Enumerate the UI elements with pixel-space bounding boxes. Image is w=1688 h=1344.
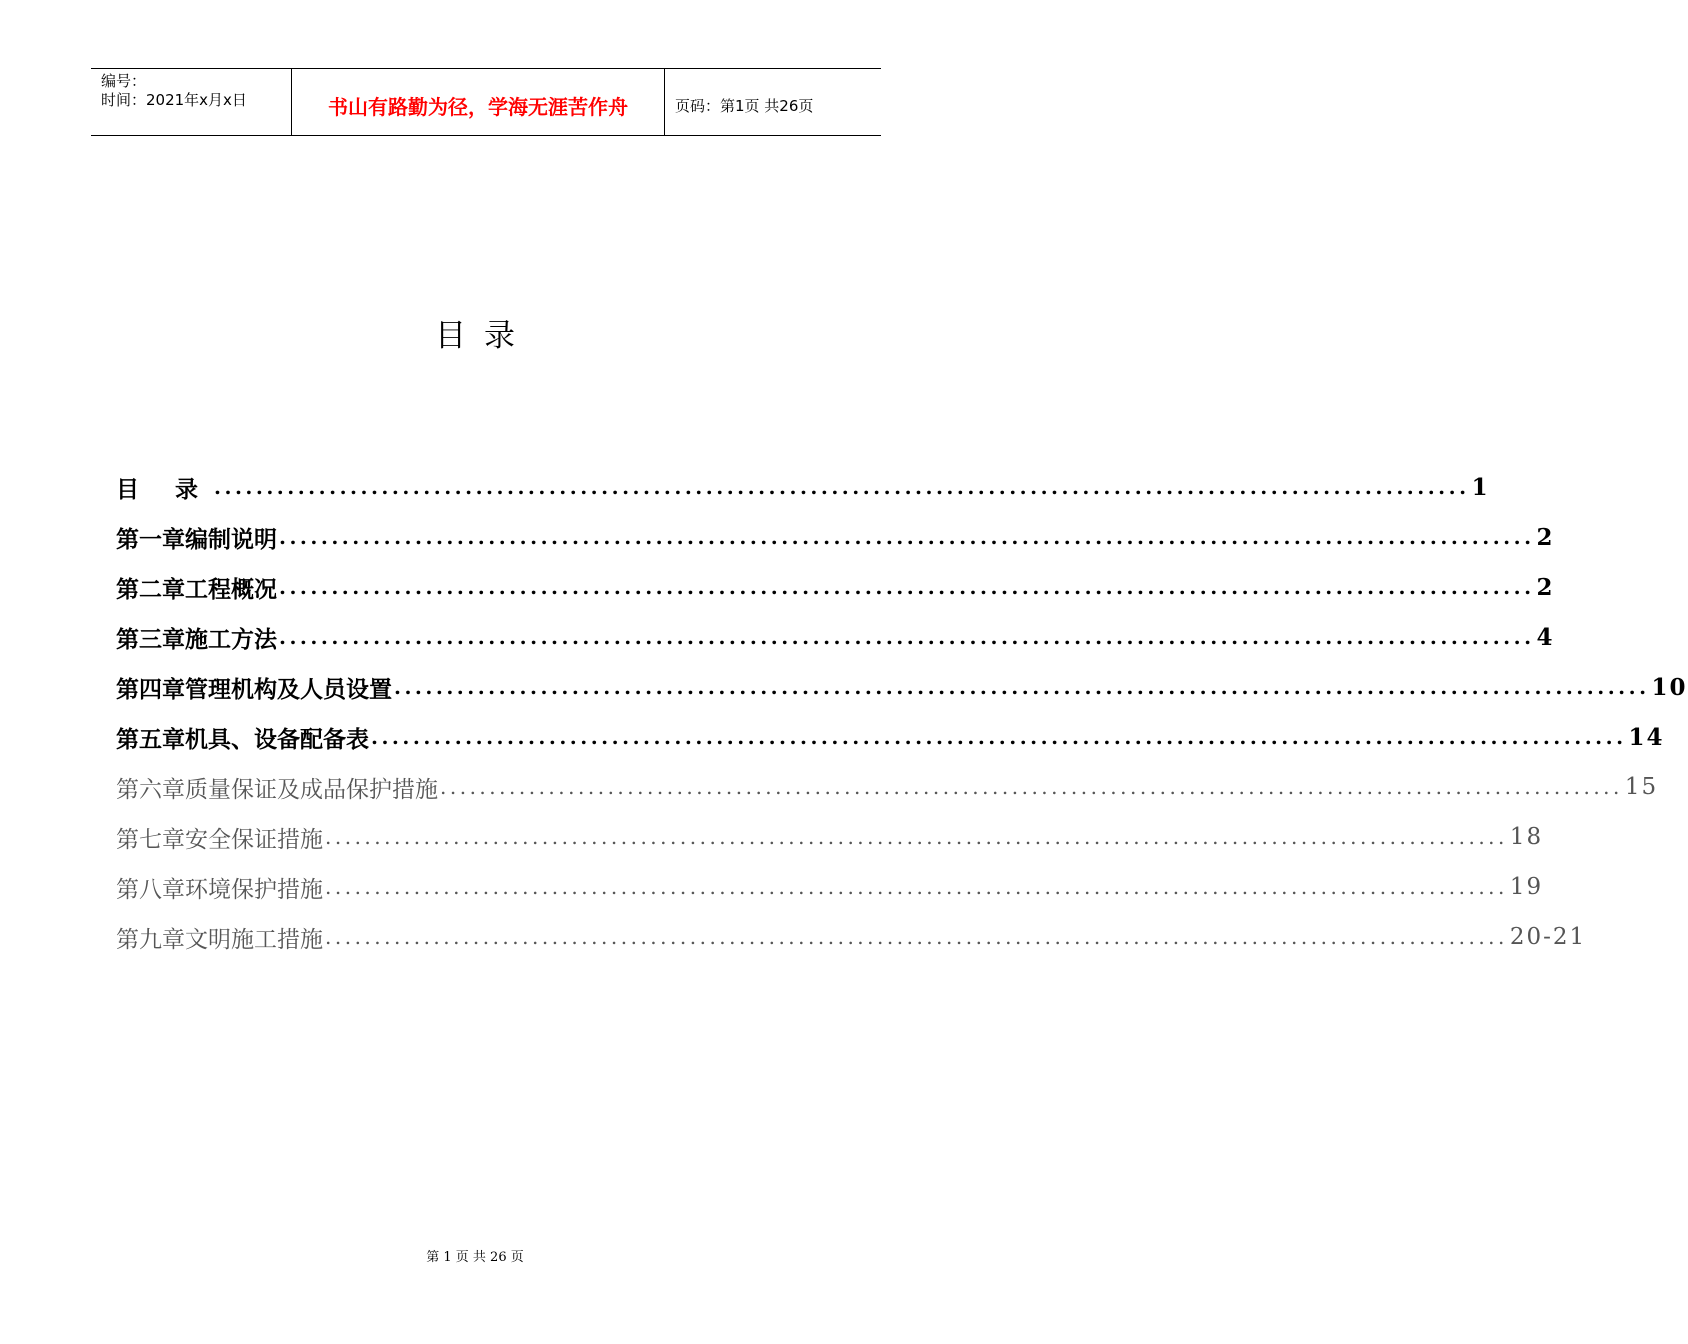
page-title: 目录: [435, 318, 533, 354]
toc-title: 质量保证及成品保护措施: [185, 776, 438, 803]
toc-leader-dots: ........................................................................................................................: [279, 525, 1535, 549]
toc-title: 施工方法: [185, 625, 277, 653]
toc-leader-dots: ........................................................................................................................: [325, 875, 1508, 899]
header-motto: 书山有路勤为径，学海无涯苦作舟: [292, 69, 665, 135]
toc-page-number: 15: [1624, 774, 1659, 800]
toc-leader-dots: ........................................................................................................................: [394, 675, 1650, 699]
toc-leader-dots: ........................................................................................................................: [279, 575, 1535, 599]
toc-title: 机具、设备配备表: [185, 725, 369, 753]
toc-chapter: 第四章: [116, 675, 185, 703]
toc-entry[interactable]: [116, 812, 1544, 862]
toc-page-number: 19: [1509, 874, 1544, 900]
toc-page-number: 4: [1536, 623, 1555, 651]
toc-page-number: 2: [1536, 523, 1555, 551]
toc-page-number: 10: [1651, 673, 1688, 701]
toc-title: 文明施工措施: [185, 926, 323, 953]
toc-leader-dots: ........................................................................................................................: [214, 475, 1470, 499]
toc-page-number: 1: [1471, 473, 1490, 501]
header-meta: [91, 69, 292, 135]
toc-leader-dots: ........................................................................................................................: [279, 625, 1535, 649]
toc-entry[interactable]: [116, 562, 1555, 612]
toc-title: 环境保护措施: [185, 876, 323, 903]
toc-entry[interactable]: [116, 612, 1555, 662]
toc-page-number: 14: [1628, 723, 1665, 751]
toc-leader-dots: ........................................................................................................................: [325, 925, 1508, 949]
toc-entry[interactable]: [116, 662, 1688, 712]
toc-title: 管理机构及人员设置: [185, 675, 392, 703]
toc-chapter: 第七章: [116, 826, 185, 853]
table-of-contents: [116, 462, 1688, 962]
toc-entry[interactable]: [116, 862, 1544, 912]
toc-chapter: 目 录: [116, 475, 213, 503]
toc-chapter: 第三章: [116, 625, 185, 653]
toc-chapter: 第五章: [116, 725, 185, 753]
header-page-info: 页码：第1页 共26页: [675, 96, 814, 115]
toc-page-number: 18: [1509, 824, 1544, 850]
page-header: [91, 68, 881, 136]
toc-title: 编制说明: [185, 525, 277, 553]
toc-leader-dots: ........................................................................................................................: [371, 725, 1627, 749]
toc-page-number: 20-21: [1509, 924, 1587, 950]
toc-chapter: 第八章: [116, 876, 185, 903]
toc-chapter: 第二章: [116, 575, 185, 603]
toc-chapter: 第九章: [116, 926, 185, 953]
toc-entry[interactable]: [116, 462, 1490, 512]
toc-page-number: 2: [1536, 573, 1555, 601]
page-footer: 第 1 页 共 26 页: [426, 1250, 524, 1265]
toc-entry[interactable]: [116, 762, 1659, 812]
toc-entry[interactable]: [116, 512, 1555, 562]
toc-chapter: 第六章: [116, 776, 185, 803]
number-label: 编号：: [101, 72, 147, 90]
time-label: 时间：2021年x月x日: [101, 91, 247, 109]
toc-entry[interactable]: [116, 712, 1665, 762]
toc-leader-dots: ........................................................................................................................: [440, 775, 1623, 799]
toc-chapter: 第一章: [116, 525, 185, 553]
toc-title: 工程概况: [185, 575, 277, 603]
toc-leader-dots: ........................................................................................................................: [325, 825, 1508, 849]
toc-entry[interactable]: [116, 912, 1587, 962]
toc-title: 安全保证措施: [185, 826, 323, 853]
